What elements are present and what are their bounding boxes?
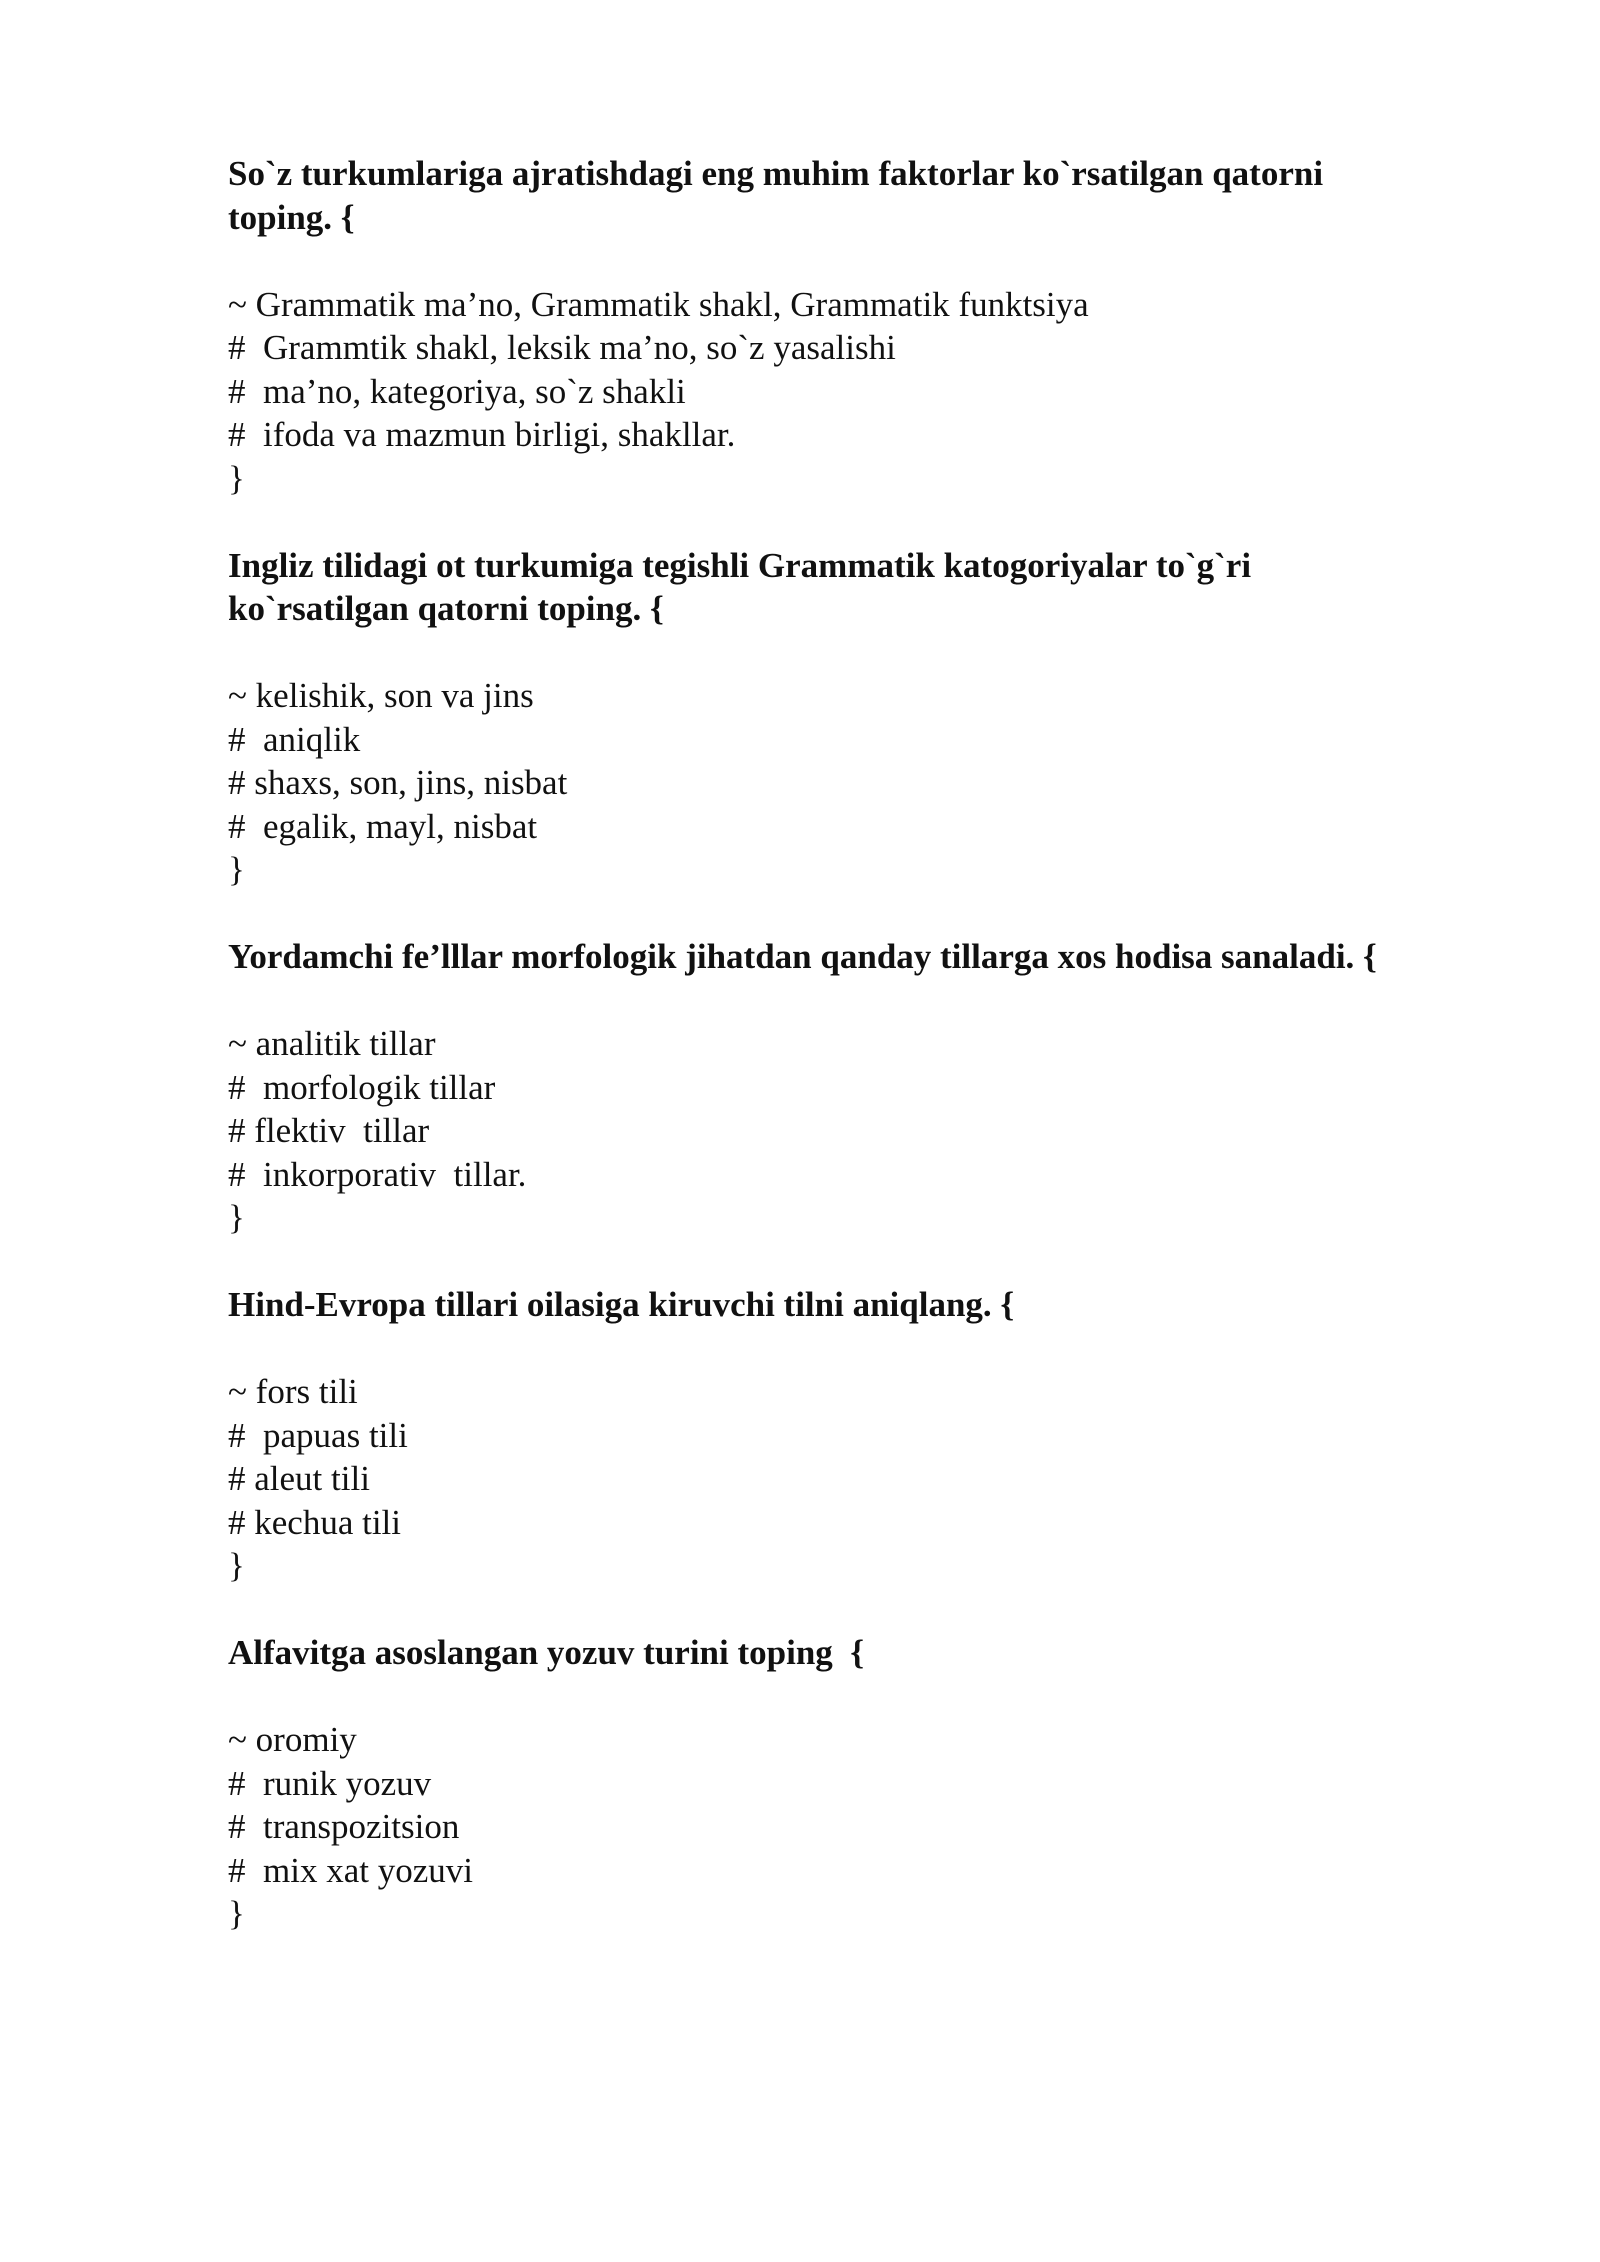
question-title-line: Yordamchi fe’lllar morfologik jihatdan qanday tillarga xos hodisa sanaladi. { [228, 937, 1377, 976]
answer-option: ~ Grammatik ma’no, Grammatik shakl, Grammatik funktsiya [228, 284, 1089, 324]
answer-option: ~ oromiy [228, 1720, 357, 1759]
question-block [228, 1283, 1528, 1631]
closing-brace: } [228, 458, 245, 498]
answer-option: # ma’no, kategoriya, so`z shakli [228, 371, 686, 411]
answer-option: # ifoda va mazmun birligi, shakllar. [228, 415, 736, 454]
answer-option: # inkorporativ tillar. [228, 1154, 527, 1194]
question-title-line: Ingliz tilidagi ot turkumiga tegishli Grammatik katogoriyalar to`g`ri [228, 545, 1252, 585]
closing-brace: } [228, 850, 245, 889]
answer-option: # mix xat yozuvi [228, 1850, 473, 1890]
document-page [228, 152, 1528, 1936]
answer-option: ~ kelishik, son va jins [228, 676, 534, 715]
closing-brace: } [228, 1894, 245, 1933]
question-block [228, 544, 1528, 936]
answer-option: # shaxs, son, jins, nisbat [228, 763, 568, 802]
answer-option: # kechua tili [228, 1502, 402, 1542]
answer-option: ~ analitik tillar [228, 1024, 436, 1063]
answer-option: # papuas tili [228, 1415, 408, 1455]
answer-option: # morfologik tillar [228, 1067, 496, 1107]
question-block [228, 935, 1528, 1283]
question-block [228, 152, 1528, 544]
answer-option: # aniqlik [228, 719, 361, 759]
answer-option: # Grammtik shakl, leksik ma’no, so`z yasalishi [228, 328, 896, 367]
question-title-line: Alfavitga asoslangan yozuv turini toping { [228, 1633, 865, 1672]
answer-option: # flektiv tillar [228, 1111, 430, 1150]
question-title-line: toping. { [228, 197, 355, 237]
question-title-line: ko`rsatilgan qatorni toping. { [228, 589, 664, 628]
answer-option: # egalik, mayl, nisbat [228, 806, 538, 846]
question-title-line: So`z turkumlariga ajratishdagi eng muhim faktorlar ko`rsatilgan qatorni [228, 154, 1324, 193]
answer-option: # transpozitsion [228, 1807, 460, 1846]
question-title-line: Hind-Evropa tillari oilasiga kiruvchi tilni aniqlang. { [228, 1285, 1015, 1324]
answer-option: ~ fors tili [228, 1372, 358, 1411]
answer-option: # aleut tili [228, 1459, 370, 1498]
answer-option: # runik yozuv [228, 1763, 432, 1803]
closing-brace: } [228, 1546, 245, 1585]
closing-brace: } [228, 1198, 245, 1237]
question-block [228, 1631, 1528, 1936]
